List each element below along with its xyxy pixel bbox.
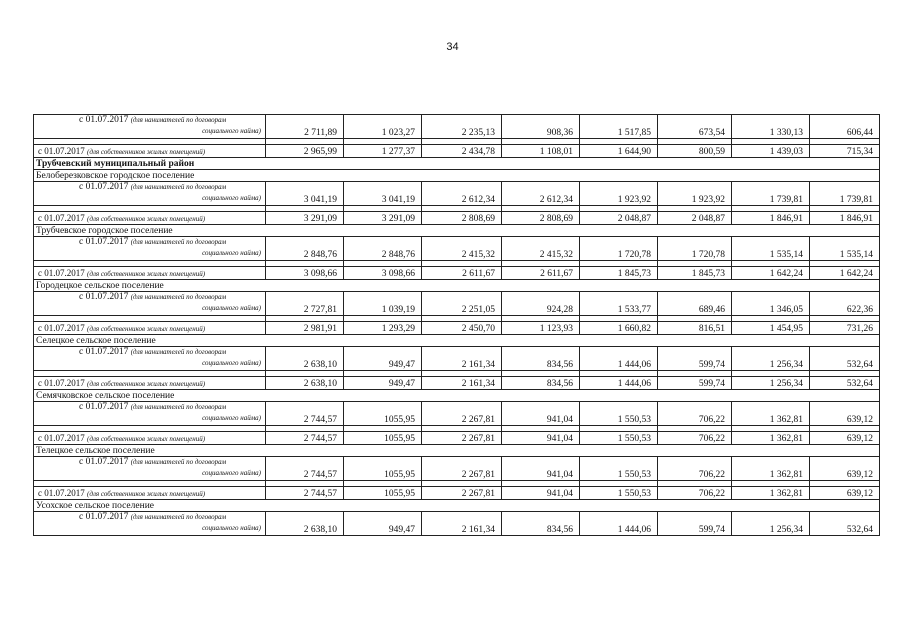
- value-cell: 1 444,06: [580, 377, 658, 390]
- value-cell: 1 535,14: [810, 237, 880, 261]
- row-label-owners: [34, 432, 266, 445]
- tenants-note-2: социального найма): [202, 524, 261, 532]
- value-cell: 1 277,37: [344, 145, 422, 158]
- value-cell: 689,46: [658, 292, 732, 316]
- row-label-owners: [34, 212, 266, 225]
- settlement-header: [34, 170, 880, 182]
- value-cell: 599,74: [658, 512, 732, 536]
- owners-note: (для собственников жилых помещений): [87, 490, 206, 498]
- date-prefix: с 01.07.2017: [79, 237, 129, 247]
- date-prefix: с 01.07.2017: [38, 146, 85, 156]
- owners-note: (для собственников жилых помещений): [87, 380, 206, 388]
- row-label-tenants: [34, 457, 266, 481]
- value-cell: 1 362,81: [732, 487, 810, 500]
- value-cell: 1 642,24: [732, 267, 810, 280]
- tenants-note-2: социального найма): [202, 359, 261, 367]
- value-cell: 1055,95: [344, 432, 422, 445]
- value-cell: 731,26: [810, 322, 880, 335]
- district-header-label: Трубчевский муниципальный район: [34, 158, 880, 170]
- value-cell: 2 161,34: [422, 347, 502, 371]
- value-cell: 2 848,76: [266, 237, 344, 261]
- date-prefix: с 01.07.2017: [79, 512, 129, 522]
- value-cell: 2 611,67: [502, 267, 580, 280]
- value-cell: 2 267,81: [422, 487, 502, 500]
- value-cell: 2 612,34: [422, 182, 502, 206]
- value-cell: 673,54: [658, 115, 732, 139]
- table-row-tenants: [34, 292, 880, 316]
- value-cell: 941,04: [502, 432, 580, 445]
- row-label-owners: [34, 145, 266, 158]
- value-cell: 1 846,91: [810, 212, 880, 225]
- date-prefix: с 01.07.2017: [79, 457, 129, 467]
- table-row-tenants: [34, 115, 880, 139]
- value-cell: 949,47: [344, 512, 422, 536]
- page-number: 34: [446, 41, 459, 53]
- tenants-note: (для нанимателей по договорам: [130, 183, 227, 191]
- date-prefix: с 01.07.2017: [79, 347, 129, 357]
- tenants-note: (для нанимателей по договорам: [130, 403, 227, 411]
- value-cell: 1 720,78: [580, 237, 658, 261]
- value-cell: 1 454,95: [732, 322, 810, 335]
- value-cell: 2 848,76: [344, 237, 422, 261]
- table-row-tenants: [34, 457, 880, 481]
- value-cell: 941,04: [502, 457, 580, 481]
- value-cell: 2 267,81: [422, 432, 502, 445]
- date-prefix: с 01.07.2017: [79, 292, 129, 302]
- table-body: [34, 115, 880, 536]
- tenants-note: (для нанимателей по договорам: [130, 513, 227, 521]
- value-cell: 1 739,81: [810, 182, 880, 206]
- value-cell: 1 108,01: [502, 145, 580, 158]
- value-cell: 949,47: [344, 347, 422, 371]
- tariff-table: [33, 114, 880, 536]
- table-row-tenants: [34, 347, 880, 371]
- value-cell: 1 330,13: [732, 115, 810, 139]
- value-cell: 2 611,67: [422, 267, 502, 280]
- value-cell: 1 256,34: [732, 512, 810, 536]
- value-cell: 1 346,05: [732, 292, 810, 316]
- value-cell: 1 039,19: [344, 292, 422, 316]
- value-cell: 2 267,81: [422, 402, 502, 426]
- value-cell: 1 517,85: [580, 115, 658, 139]
- value-cell: 800,59: [658, 145, 732, 158]
- value-cell: 1 550,53: [580, 432, 658, 445]
- value-cell: 2 744,57: [266, 487, 344, 500]
- value-cell: 1 550,53: [580, 487, 658, 500]
- value-cell: 715,34: [810, 145, 880, 158]
- value-cell: 3 291,09: [344, 212, 422, 225]
- settlement-header-label: Городецкое сельское поселение: [34, 280, 880, 292]
- row-label-owners: [34, 377, 266, 390]
- row-label-tenants: [34, 402, 266, 426]
- value-cell: 2 161,34: [422, 512, 502, 536]
- value-cell: 941,04: [502, 402, 580, 426]
- row-label-tenants: [34, 347, 266, 371]
- tenants-note-2: социального найма): [202, 249, 261, 257]
- value-cell: 1 845,73: [658, 267, 732, 280]
- owners-note: (для собственников жилых помещений): [87, 435, 206, 443]
- row-label-tenants: [34, 512, 266, 536]
- value-cell: 3 041,19: [266, 182, 344, 206]
- row-label-tenants: [34, 115, 266, 139]
- value-cell: 2 744,57: [266, 402, 344, 426]
- value-cell: 2 744,57: [266, 457, 344, 481]
- value-cell: 834,56: [502, 347, 580, 371]
- owners-note: (для собственников жилых помещений): [87, 148, 206, 156]
- value-cell: 532,64: [810, 377, 880, 390]
- row-label-owners: [34, 322, 266, 335]
- value-cell: 706,22: [658, 402, 732, 426]
- value-cell: 2 727,81: [266, 292, 344, 316]
- date-prefix: с 01.07.2017: [38, 213, 85, 223]
- value-cell: 2 450,70: [422, 322, 502, 335]
- tenants-note-2: социального найма): [202, 127, 261, 135]
- value-cell: 924,28: [502, 292, 580, 316]
- value-cell: 706,22: [658, 457, 732, 481]
- date-prefix: с 01.07.2017: [38, 488, 85, 498]
- value-cell: 1 660,82: [580, 322, 658, 335]
- value-cell: 2 711,89: [266, 115, 344, 139]
- row-label-owners: [34, 487, 266, 500]
- value-cell: 1 535,14: [732, 237, 810, 261]
- value-cell: 1 444,06: [580, 347, 658, 371]
- value-cell: 639,12: [810, 487, 880, 500]
- table-row-tenants: [34, 512, 880, 536]
- tenants-note-2: социального найма): [202, 414, 261, 422]
- value-cell: 1055,95: [344, 487, 422, 500]
- settlement-header-label: Белоберезковское городское поселение: [34, 170, 880, 182]
- value-cell: 1 256,34: [732, 377, 810, 390]
- value-cell: 941,04: [502, 487, 580, 500]
- table-row-owners: [34, 487, 880, 500]
- tenants-note-2: социального найма): [202, 304, 261, 312]
- date-prefix: с 01.07.2017: [79, 182, 129, 192]
- value-cell: 1055,95: [344, 402, 422, 426]
- settlement-header: [34, 280, 880, 292]
- row-label-tenants: [34, 182, 266, 206]
- value-cell: 2 434,78: [422, 145, 502, 158]
- value-cell: 1 362,81: [732, 402, 810, 426]
- value-cell: 1 256,34: [732, 347, 810, 371]
- value-cell: 532,64: [810, 512, 880, 536]
- value-cell: 599,74: [658, 347, 732, 371]
- value-cell: 532,64: [810, 347, 880, 371]
- value-cell: 2 267,81: [422, 457, 502, 481]
- value-cell: 2 808,69: [502, 212, 580, 225]
- value-cell: 1 720,78: [658, 237, 732, 261]
- settlement-header-label: Семячковское сельское поселение: [34, 390, 880, 402]
- value-cell: 639,12: [810, 457, 880, 481]
- value-cell: 1 362,81: [732, 432, 810, 445]
- settlement-header: [34, 500, 880, 512]
- row-label-owners: [34, 267, 266, 280]
- value-cell: 1 550,53: [580, 457, 658, 481]
- table-row-owners: [34, 267, 880, 280]
- table-row-owners: [34, 145, 880, 158]
- value-cell: 606,44: [810, 115, 880, 139]
- value-cell: 706,22: [658, 432, 732, 445]
- value-cell: 639,12: [810, 432, 880, 445]
- value-cell: 599,74: [658, 377, 732, 390]
- tenants-note-2: социального найма): [202, 194, 261, 202]
- value-cell: 2 808,69: [422, 212, 502, 225]
- value-cell: 949,47: [344, 377, 422, 390]
- value-cell: 1 550,53: [580, 402, 658, 426]
- value-cell: 2 638,10: [266, 512, 344, 536]
- value-cell: 2 235,13: [422, 115, 502, 139]
- row-label-tenants: [34, 237, 266, 261]
- value-cell: 1 123,93: [502, 322, 580, 335]
- table-row-tenants: [34, 237, 880, 261]
- tenants-note: (для нанимателей по договорам: [130, 116, 227, 124]
- owners-note: (для собственников жилых помещений): [87, 325, 206, 333]
- value-cell: 1 533,77: [580, 292, 658, 316]
- value-cell: 816,51: [658, 322, 732, 335]
- table-row-owners: [34, 432, 880, 445]
- value-cell: 2 965,99: [266, 145, 344, 158]
- tenants-note: (для нанимателей по договорам: [130, 348, 227, 356]
- value-cell: 1 644,90: [580, 145, 658, 158]
- row-label-tenants: [34, 292, 266, 316]
- value-cell: 834,56: [502, 512, 580, 536]
- owners-note: (для собственников жилых помещений): [87, 215, 206, 223]
- date-prefix: с 01.07.2017: [79, 115, 129, 125]
- table-row-owners: [34, 322, 880, 335]
- settlement-header-label: Селецкое сельское поселение: [34, 335, 880, 347]
- table-row-tenants: [34, 182, 880, 206]
- settlement-header: [34, 390, 880, 402]
- value-cell: 1 923,92: [658, 182, 732, 206]
- settlement-header: [34, 445, 880, 457]
- value-cell: 1 642,24: [810, 267, 880, 280]
- value-cell: 1055,95: [344, 457, 422, 481]
- value-cell: 1 444,06: [580, 512, 658, 536]
- settlement-header-label: Телецкое сельское поселение: [34, 445, 880, 457]
- value-cell: 3 291,09: [266, 212, 344, 225]
- value-cell: 1 293,29: [344, 322, 422, 335]
- tenants-note: (для нанимателей по договорам: [130, 458, 227, 466]
- value-cell: 2 612,34: [502, 182, 580, 206]
- date-prefix: с 01.07.2017: [38, 323, 85, 333]
- value-cell: 706,22: [658, 487, 732, 500]
- settlement-header-label: Трубчевское городское поселение: [34, 225, 880, 237]
- value-cell: 2 415,32: [422, 237, 502, 261]
- value-cell: 2 638,10: [266, 377, 344, 390]
- value-cell: 622,36: [810, 292, 880, 316]
- value-cell: 1 846,91: [732, 212, 810, 225]
- owners-note: (для собственников жилых помещений): [87, 270, 206, 278]
- settlement-header: [34, 335, 880, 347]
- value-cell: 1 923,92: [580, 182, 658, 206]
- table-row-owners: [34, 212, 880, 225]
- date-prefix: с 01.07.2017: [38, 268, 85, 278]
- table-row-owners: [34, 377, 880, 390]
- value-cell: 1 023,27: [344, 115, 422, 139]
- value-cell: 1 739,81: [732, 182, 810, 206]
- value-cell: 2 161,34: [422, 377, 502, 390]
- value-cell: 1 845,73: [580, 267, 658, 280]
- date-prefix: с 01.07.2017: [38, 433, 85, 443]
- district-header: [34, 158, 880, 170]
- value-cell: 2 415,32: [502, 237, 580, 261]
- value-cell: 834,56: [502, 377, 580, 390]
- date-prefix: с 01.07.2017: [38, 378, 85, 388]
- tenants-note: (для нанимателей по договорам: [130, 238, 227, 246]
- value-cell: 908,36: [502, 115, 580, 139]
- value-cell: 2 638,10: [266, 347, 344, 371]
- date-prefix: с 01.07.2017: [79, 402, 129, 412]
- value-cell: 2 048,87: [658, 212, 732, 225]
- settlement-header: [34, 225, 880, 237]
- value-cell: 2 048,87: [580, 212, 658, 225]
- value-cell: 3 041,19: [344, 182, 422, 206]
- value-cell: 2 744,57: [266, 432, 344, 445]
- value-cell: 2 981,91: [266, 322, 344, 335]
- value-cell: 3 098,66: [344, 267, 422, 280]
- tenants-note-2: социального найма): [202, 469, 261, 477]
- settlement-header-label: Усохское сельское поселение: [34, 500, 880, 512]
- tenants-note: (для нанимателей по договорам: [130, 293, 227, 301]
- value-cell: 2 251,05: [422, 292, 502, 316]
- table-row-tenants: [34, 402, 880, 426]
- value-cell: 3 098,66: [266, 267, 344, 280]
- value-cell: 1 362,81: [732, 457, 810, 481]
- value-cell: 639,12: [810, 402, 880, 426]
- value-cell: 1 439,03: [732, 145, 810, 158]
